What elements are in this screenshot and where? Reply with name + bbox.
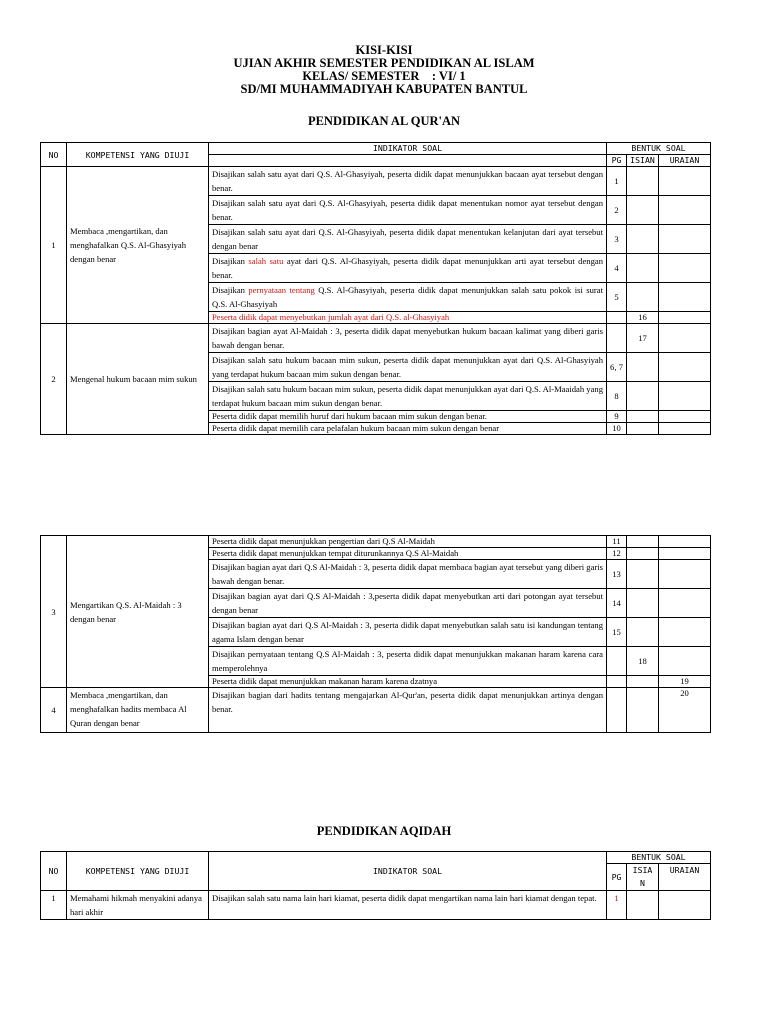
quran-table [40, 142, 711, 435]
indikator-text-part: Disajikan [212, 256, 249, 266]
pg-number: 12 [607, 548, 627, 560]
pg-number: 1 [607, 167, 627, 196]
row-no: 2 [41, 324, 67, 435]
uraian-cell [659, 324, 711, 353]
row-no: 1 [41, 891, 67, 920]
indikator-text: Peserta didik dapat memilih huruf dari hukum bacaan mim sukun dengan benar. [209, 411, 607, 423]
uraian-number: 20 [659, 688, 711, 733]
table-row [41, 891, 711, 920]
isian-cell [627, 891, 659, 920]
row-no: 3 [41, 536, 67, 688]
col-no: NO [41, 143, 67, 167]
uraian-cell [659, 618, 711, 647]
uraian-cell [659, 423, 711, 435]
col-kompetensi: KOMPETENSI YANG DIUJI [67, 852, 209, 891]
indikator-text: Peserta didik dapat menunjukkan pengertian dari Q.S Al-Maidah [209, 536, 607, 548]
indikator-text: Disajikan salah satu hukum bacaan mim sukun, peserta didik dapat menunjukkan ayat dari Q.S. Al-Ghasyiyah yang terdapat hukum bacaan mim sukun dengan benar. [209, 353, 607, 382]
indikator-text: Peserta didik dapat menyebutkan jumlah ayat dari Q.S. al-Ghasyiyah [209, 312, 607, 324]
pg-number: 4 [607, 254, 627, 283]
isian-cell [627, 382, 659, 411]
indikator-text: Peserta didik dapat memilih cara pelafalan hukum bacaan mim sukun dengan benar [209, 423, 607, 435]
indikator-text-part: Disajikan [212, 285, 249, 295]
table-row [41, 324, 711, 353]
uraian-cell [659, 560, 711, 589]
uraian-cell [659, 382, 711, 411]
doc-title-line2: UJIAN AKHIR SEMESTER PENDIDIKAN AL ISLAM [233, 56, 535, 70]
section-title-aqidah: PENDIDIKAN AQIDAH [316, 824, 452, 838]
pg-number: 13 [607, 560, 627, 589]
isian-number: 17 [627, 324, 659, 353]
uraian-cell [659, 225, 711, 254]
isian-number: 18 [627, 647, 659, 676]
col-kompetensi: KOMPETENSI YANG DIUJI [67, 143, 209, 167]
table-row [41, 688, 711, 733]
col-indikator: INDIKATOR SOAL [209, 852, 607, 891]
pg-number: 9 [607, 411, 627, 423]
uraian-cell [659, 891, 711, 920]
doc-title-line4: SD/MI MUHAMMADIYAH KABUPATEN BANTUL [240, 82, 528, 96]
pg-number: 15 [607, 618, 627, 647]
pg-number: 3 [607, 225, 627, 254]
indikator-text: Disajikan bagian ayat Al-Maidah : 3, peserta didik dapat menyebutkan hukum bacaan kalimat yang diberi garis bawah dengan benar. [209, 324, 607, 353]
isian-cell [627, 283, 659, 312]
col-uraian: URAIAN [659, 155, 711, 167]
indikator-text-part: ayat dari Q.S. Al-Ghasyiyah, peserta didik dapat menunjukkan arti ayat tersebut dengan benar. [212, 256, 603, 280]
uraian-cell [659, 353, 711, 382]
col-isian: ISIA N [627, 864, 659, 891]
isian-cell [627, 688, 659, 733]
indikator-text: Disajikan salah satu ayat dari Q.S. Al-Ghasyiyah, peserta didik dapat menentukan kelanjutan dari ayat tersebut dengan benar [209, 225, 607, 254]
indikator-text: Disajikan salah satu ayat dari Q.S. Al-Ghasyiyah, peserta didik dapat menunjukkan bacaan ayat tersebut dengan benar. [209, 167, 607, 196]
kompetensi-text: Mengenal hukum bacaan mim sukun [67, 324, 209, 435]
kompetensi-text: Membaca ,mengartikan, dan menghafalkan hadits membaca Al Quran dengan benar [67, 688, 209, 733]
isian-cell [627, 589, 659, 618]
indikator-text: Disajikan bagian ayat dari Q.S Al-Maidah : 3, peserta didik dapat membaca bagian ayat tersebut yang diberi garis bawah dengan benar. [209, 560, 607, 589]
col-indikator: INDIKATOR SOAL [209, 143, 607, 155]
uraian-number: 19 [659, 676, 711, 688]
pg-cell [607, 324, 627, 353]
isian-cell [627, 254, 659, 283]
indikator-text: Disajikan bagian ayat dari Q.S Al-Maidah : 3, peserta didik dapat menyebutkan salah satu isi kandungan tentang agama Islam dengan benar [209, 618, 607, 647]
indikator-text: Disajikan salah satu nama lain hari kiamat, peserta didik dapat mengartikan nama lain hari kiamat dengan tepat. [209, 891, 607, 920]
kompetensi-text: Memahami hikmah menyakini adanya hari akhir [67, 891, 209, 920]
isian-cell [627, 618, 659, 647]
kompetensi-text: Membaca ,mengartikan, dan menghafalkan Q.S. Al-Ghasyiyah dengan benar [67, 167, 209, 324]
indikator-text [209, 254, 607, 283]
row-no: 1 [41, 167, 67, 324]
pg-cell [607, 676, 627, 688]
kompetensi-text: Mengartikan Q.S. Al-Maidah : 3 dengan benar [67, 536, 209, 688]
indikator-text-part: Q.S. Al-Ghasyiyah, peserta didik dapat menunjukkan salah satu pokok isi surat Q.S. Al-Ghasyiyah [212, 285, 603, 309]
uraian-cell [659, 312, 711, 324]
pg-cell [607, 688, 627, 733]
indikator-text: Peserta didik dapat menunjukkan makanan haram karena dzatnya [209, 676, 607, 688]
isian-cell [627, 353, 659, 382]
indikator-text-highlight: salah satu [248, 256, 284, 266]
col-no: NO [41, 852, 67, 891]
row-no: 4 [41, 688, 67, 733]
isian-cell [627, 548, 659, 560]
isian-cell [627, 536, 659, 548]
isian-cell [627, 676, 659, 688]
isian-cell [627, 167, 659, 196]
uraian-cell [659, 167, 711, 196]
pg-number: 1 [607, 891, 627, 920]
isian-number: 16 [627, 312, 659, 324]
col-isian: ISIAN [627, 155, 659, 167]
indikator-text: Disajikan bagian dari hadits tentang mengajarkan Al-Qur'an, peserta didik dapat menunjukkan artinya dengan benar. [209, 688, 607, 733]
uraian-cell [659, 589, 711, 618]
isian-cell [627, 196, 659, 225]
isian-cell [627, 411, 659, 423]
table-row [41, 536, 711, 548]
indikator-text [209, 283, 607, 312]
col-uraian: URAIAN [659, 864, 711, 891]
indikator-text: Disajikan salah satu hukum bacaan mim sukun, peserta didik dapat menunjukkan ayat dari Q.S. Al-Maaidah yang terdapat hukum bacaan mim sukun dengan benar. [209, 382, 607, 411]
indikator-subheader [209, 155, 607, 167]
pg-cell [607, 647, 627, 676]
pg-number: 5 [607, 283, 627, 312]
pg-number: 8 [607, 382, 627, 411]
pg-number: 6, 7 [607, 353, 627, 382]
uraian-cell [659, 254, 711, 283]
indikator-text: Disajikan bagian ayat dari Q.S Al-Maidah : 3,peserta didik dapat menyebutkan arti dari potongan ayat tersebut dengan benar [209, 589, 607, 618]
pg-number: 2 [607, 196, 627, 225]
aqidah-table [40, 851, 711, 920]
isian-cell [627, 560, 659, 589]
doc-title-line3: KELAS/ SEMESTER : VI/ 1 [302, 69, 466, 83]
isian-cell [627, 225, 659, 254]
table-row [41, 167, 711, 196]
col-bentuk-soal: BENTUK SOAL [607, 143, 711, 155]
uraian-cell [659, 283, 711, 312]
uraian-cell [659, 196, 711, 225]
pg-cell [607, 312, 627, 324]
pg-number: 11 [607, 536, 627, 548]
indikator-text-highlight: pernyataan tentang [248, 285, 315, 295]
doc-title-line1: KISI-KISI [355, 43, 413, 57]
indikator-text: Peserta didik dapat menunjukkan tempat diturunkannya Q.S Al-Maidah [209, 548, 607, 560]
col-pg: PG [607, 155, 627, 167]
col-pg: PG [607, 864, 627, 891]
indikator-text: Disajikan salah satu ayat dari Q.S. Al-Ghasyiyah, peserta didik dapat menentukan nomor ayat tersebut dengan benar. [209, 196, 607, 225]
pg-number: 14 [607, 589, 627, 618]
uraian-cell [659, 548, 711, 560]
quran-table-continued [40, 535, 711, 733]
uraian-cell [659, 536, 711, 548]
uraian-cell [659, 411, 711, 423]
section-title-quran: PENDIDIKAN AL QUR'AN [307, 114, 461, 128]
col-bentuk-soal: BENTUK SOAL [607, 852, 711, 864]
isian-cell [627, 423, 659, 435]
indikator-text: Disajikan pernyataan tentang Q.S Al-Maidah : 3, peserta didik dapat menunjukkan makanan haram karena cara memperolehnya [209, 647, 607, 676]
pg-number: 10 [607, 423, 627, 435]
uraian-cell [659, 647, 711, 676]
